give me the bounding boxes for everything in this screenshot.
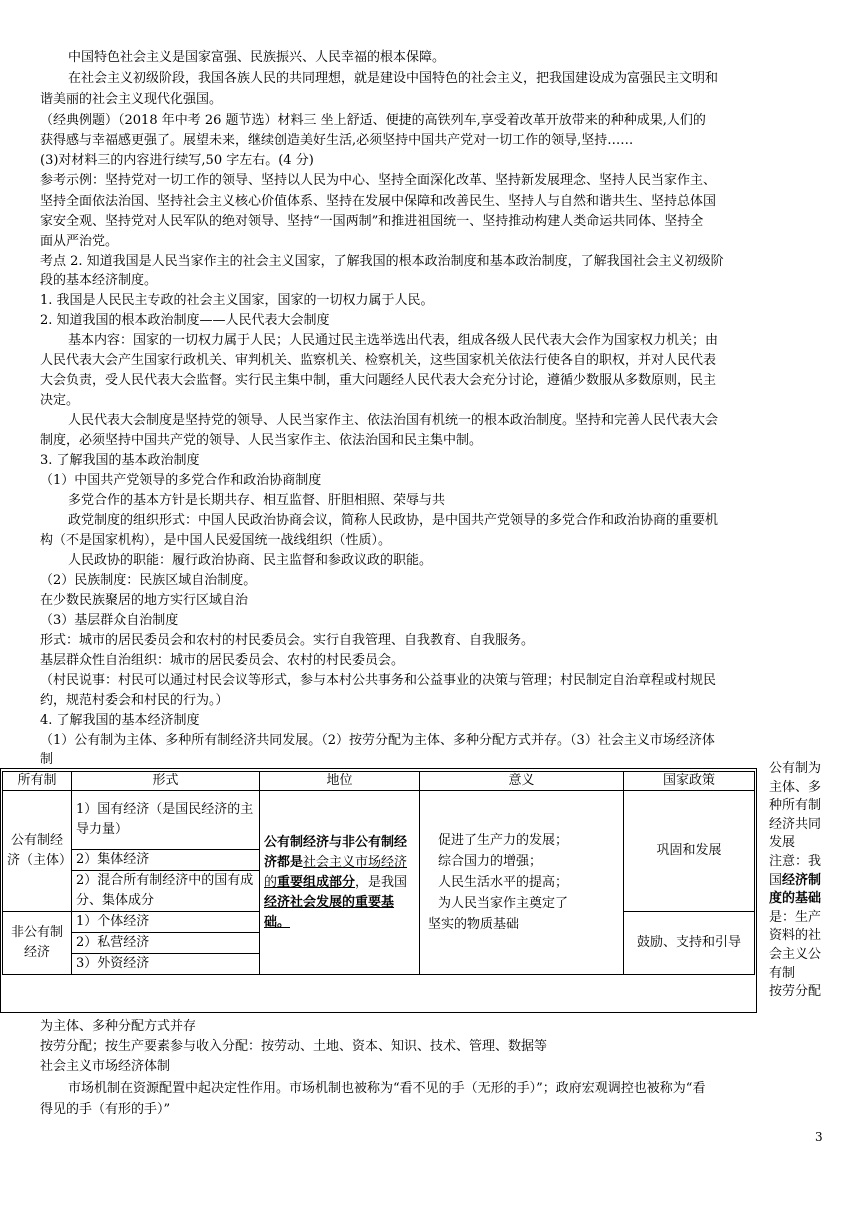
table-header: 形式	[72, 772, 260, 791]
status-underlined-text: 社会主义市场经济的	[264, 854, 408, 890]
text-line: 制	[40, 752, 54, 767]
text-line: 约，规范村委会和村民的行为。）	[40, 693, 229, 708]
table-header: 所有制	[3, 772, 72, 791]
text-line: （村民说事：村民可以通过村民会议等形式，参与本村公共事务和公益事业的决策与管理；村民制定自治章程或村规民	[40, 673, 717, 688]
text-line: （3）基层群众自治制度	[40, 613, 179, 628]
nonpublic-policy-cell: 鼓励、支持和引导	[624, 912, 755, 975]
text-line: （1）中国共产党领导的多党合作和政治协商制度	[40, 473, 322, 488]
table-header: 地位	[260, 772, 420, 791]
page-number: 3	[815, 1130, 823, 1144]
text-line: 人民代表大会产生国家行政机关、审判机关、监察机关、检察机关，这些国家机关依法行使各自的职权，并对人民代表	[40, 353, 717, 368]
status-emphasis: 重要组成部分	[277, 874, 356, 890]
text-line: 面从严治党。	[40, 234, 119, 249]
text-line: 人民政协的职能：履行政治协商、民主监督和参政议政的职能。	[68, 553, 433, 568]
nonpublic-ownership-label: 非公有制经济	[3, 912, 72, 975]
sidebar-text: 是：生产资料的社会主义公有制	[769, 909, 822, 981]
meaning-line: 坚实的物质基础	[428, 917, 520, 932]
public-policy-cell: 巩固和发展	[624, 791, 755, 912]
text-line: 大会负责，受人民代表大会监督。实行民主集中制，重大问题经人民代表大会充分讨论，遵循少数服从多数原则，民主	[40, 373, 717, 388]
text-line: 坚持全面依法治国、坚持社会主义核心价值体系、坚持在发展中保障和改善民生、坚持人与自然和谐共生、坚持总体国	[40, 194, 717, 209]
text-line: 决定。	[40, 393, 80, 408]
text-line: 家安全观、坚持党对人民军队的绝对领导、坚持“一国两制”和推进祖国统一、坚持推动构建人类命运共同体、坚持全	[40, 214, 704, 229]
table-header: 国家政策	[624, 772, 755, 791]
form-cell: 1）个体经济	[72, 912, 260, 933]
text-line: 获得感与幸福感更强了。展望未来，继续创造美好生活,必须坚持中国共产党对一切工作的领导,坚持……	[40, 133, 634, 148]
text-line: 2. 知道我国的根本政治制度——人民代表大会制度	[40, 313, 330, 328]
text-line: 中国特色社会主义是国家富强、民族振兴、人民幸福的根本保障。	[68, 50, 446, 65]
text-line: 政党制度的组织形式：中国人民政治协商会议，简称人民政协，是中国共产党领导的多党合作和政治协商的重要机	[68, 513, 719, 528]
text-line: 谐美丽的社会主义现代化强国。	[40, 92, 223, 107]
form-cell: 3）外资经济	[72, 954, 260, 975]
text-line: （经典例题）（2018 年中考 26 题节选）材料三 坐上舒适、便捷的高铁列车,享受着改革开放带来的种种成果,人们的	[40, 113, 706, 128]
text-line: 制度，必须坚持中国共产党的领导、人民当家作主、依法治国和民主集中制。	[40, 433, 483, 448]
text-line: 参考示例：坚持党对一切工作的领导、坚持以人民为中心、坚持全面深化改革、坚持新发展理念、坚持人民当家作主、	[40, 173, 717, 188]
text-line: （1）公有制为主体、多种所有制经济共同发展。（2）按劳分配为主体、多种分配方式并存。（3）社会主义市场经济体	[40, 733, 715, 748]
sidebar-emphasis: 经济制度的基础	[769, 872, 822, 907]
text-line: 构（不是国家机构），是中国人民爱国统一战线组织（性质）。	[40, 533, 392, 548]
meaning-line: 人民生活水平的提高；	[438, 875, 569, 890]
meaning-line: 促进了生产力的发展；	[438, 833, 569, 848]
text-line: (3)对材料三的内容进行续写,50 字左右。(4 分)	[40, 153, 314, 168]
sidebar-text: 注意：我国	[769, 853, 822, 888]
sidebar-text: 公有制为主体、多种所有制经济共同发展	[769, 761, 822, 851]
ownership-table-frame	[0, 768, 757, 1013]
status-text: ，是我国	[355, 874, 408, 890]
text-line: 基层群众性自治组织：城市的居民委员会、农村的村民委员会。	[40, 653, 405, 668]
meaning-line: 综合国力的增强；	[438, 854, 543, 869]
text-line: 3. 了解我国的基本政治制度	[40, 453, 200, 468]
text-line: 基本内容：国家的一切权力属于人民；人民通过民主选举选出代表，组成各级人民代表大会作为国家权力机关；由	[68, 333, 719, 348]
public-ownership-label: 公有制经济（主体）	[3, 791, 72, 912]
text-line: 人民代表大会制度是坚持党的领导、人民当家作主、依法治国有机统一的根本政治制度。坚持和完善人民代表大会	[68, 413, 719, 428]
text-line: 在社会主义初级阶段，我国各族人民的共同理想，就是建设中国特色的社会主义，把我国建设成为富强民主文明和	[68, 71, 719, 86]
text-line: 1. 我国是人民民主专政的社会主义国家，国家的一切权力属于人民。	[40, 293, 434, 308]
text-line: （2）民族制度：民族区域自治制度。	[40, 573, 257, 588]
text-line: 得见的手（有形的手）”	[40, 1102, 171, 1117]
form-cell: 1）国有经济（是国民经济的主导力量）	[72, 791, 260, 850]
form-cell: 2）集体经济	[72, 850, 260, 871]
form-cell: 2）私营经济	[72, 933, 260, 954]
text-line: 4. 了解我国的基本经济制度	[40, 713, 200, 728]
text-line: 社会主义市场经济体制	[40, 1059, 171, 1074]
text-line: 在少数民族聚居的地方实行区域自治	[40, 593, 249, 608]
form-cell: 2）混合所有制经济中的国有成分、集体成分	[72, 871, 260, 912]
text-line: 多党合作的基本方针是长期共存、相互监督、肝胆相照、荣辱与共	[68, 493, 446, 508]
text-line: 段的基本经济制度。	[40, 273, 158, 288]
table-header-row	[3, 772, 755, 791]
status-cell	[260, 791, 420, 975]
status-emphasis: 经济社会发展的重要基础。	[264, 894, 395, 930]
meaning-cell	[420, 791, 624, 975]
section-heading: 考点 2. 知道我国是人民当家作主的社会主义国家，了解我国的根本政治制度和基本政治制度，了解我国社会主义初级阶	[40, 254, 724, 269]
ownership-table	[2, 771, 755, 975]
status-text: 公有制经济与非公有制经济都是	[264, 834, 408, 870]
sidebar-note	[769, 760, 833, 1002]
text-line: 按劳分配；按生产要素参与收入分配：按劳动、土地、资本、知识、技术、管理、数据等	[40, 1039, 548, 1054]
meaning-line: 为人民当家作主奠定了	[438, 896, 569, 911]
table-row	[3, 791, 755, 850]
sidebar-text: 按劳分配	[769, 984, 822, 1000]
text-line: 市场机制在资源配置中起决定性作用。市场机制也被称为“看不见的手（无形的手）”；政府宏观调控也被称为“看	[68, 1081, 706, 1096]
text-line: 形式：城市的居民委员会和农村的村民委员会。实行自我管理、自我教育、自我服务。	[40, 633, 535, 648]
table-header: 意义	[420, 772, 624, 791]
text-line: 为主体、多种分配方式并存	[40, 1019, 197, 1034]
